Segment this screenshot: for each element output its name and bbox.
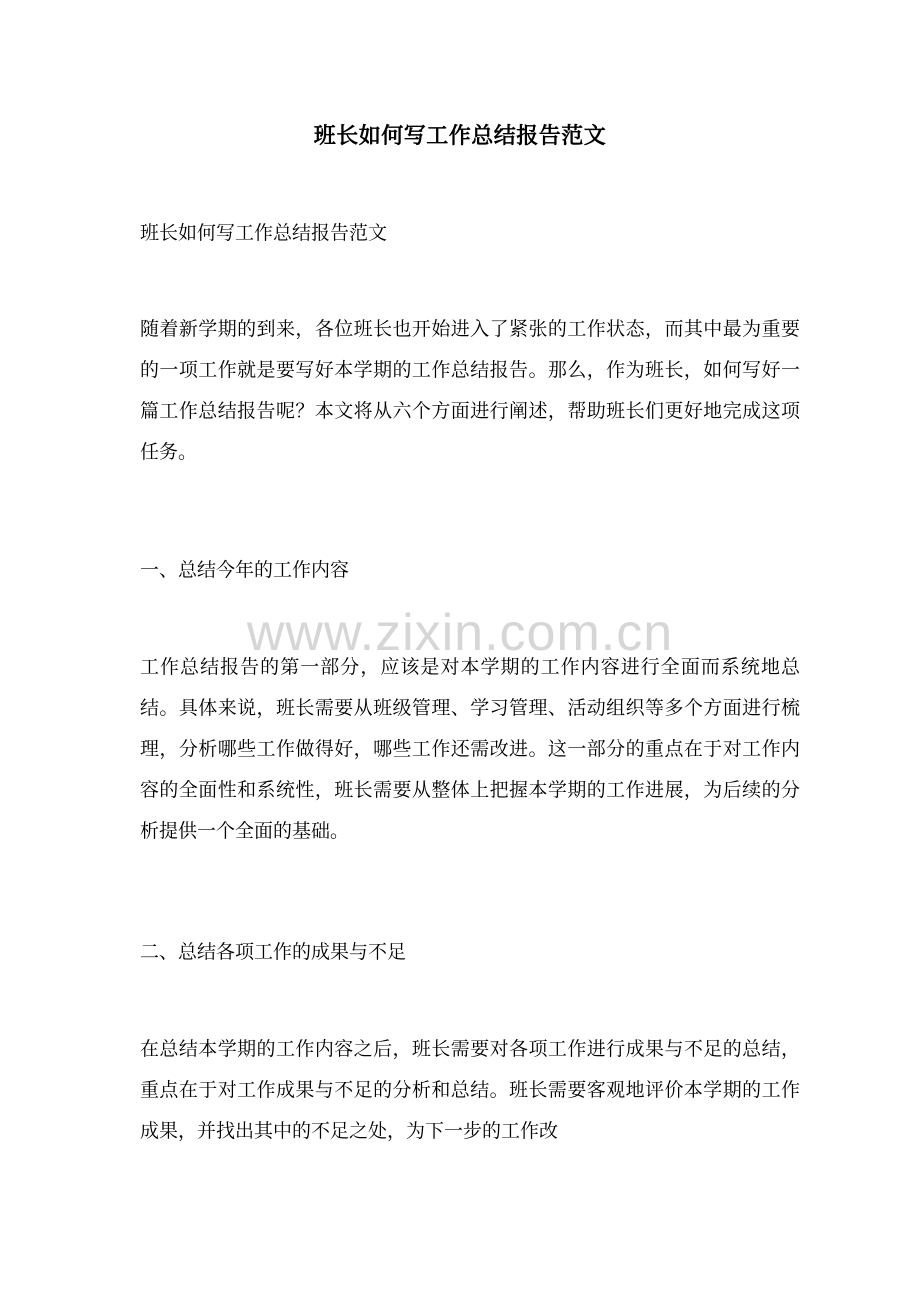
document-title: 班长如何写工作总结报告范文 bbox=[313, 123, 607, 149]
watermark: www.zixin.com.cn bbox=[246, 604, 674, 662]
section-heading-2: 二、总结各项工作的成果与不足 bbox=[140, 941, 407, 963]
section-heading-1: 一、总结今年的工作内容 bbox=[140, 559, 350, 581]
document-subtitle: 班长如何写工作总结报告范文 bbox=[140, 222, 388, 244]
section-body-2: 在总结本学期的工作内容之后，班长需要对各项工作进行成果与不足的总结，重点在于对工作成果与不足的分析和总结。班长需要客观地评价本学期的工作成果，并找出其中的不足之处，为下一步的工作改 bbox=[140, 1038, 800, 1142]
intro-paragraph: 随着新学期的到来，各位班长也开始进入了紧张的工作状态，而其中最为重要的一项工作就是要写好本学期的工作总结报告。那么，作为班长，如何写好一篇工作总结报告呢？本文将从六个方面进行阐述，帮助班长们更好地完成这项任务。 bbox=[140, 318, 800, 463]
section-body-1: 工作总结报告的第一部分，应该是对本学期的工作内容进行全面而系统地总结。具体来说，班长需要从班级管理、学习管理、活动组织等多个方面进行梳理，分析哪些工作做得好，哪些工作还需改进。这一部分的重点在于对工作内容的全面性和系统性，班长需要从整体上把握本学期的工作进展，为后续的分析提供一个全面的基础。 bbox=[140, 656, 800, 842]
